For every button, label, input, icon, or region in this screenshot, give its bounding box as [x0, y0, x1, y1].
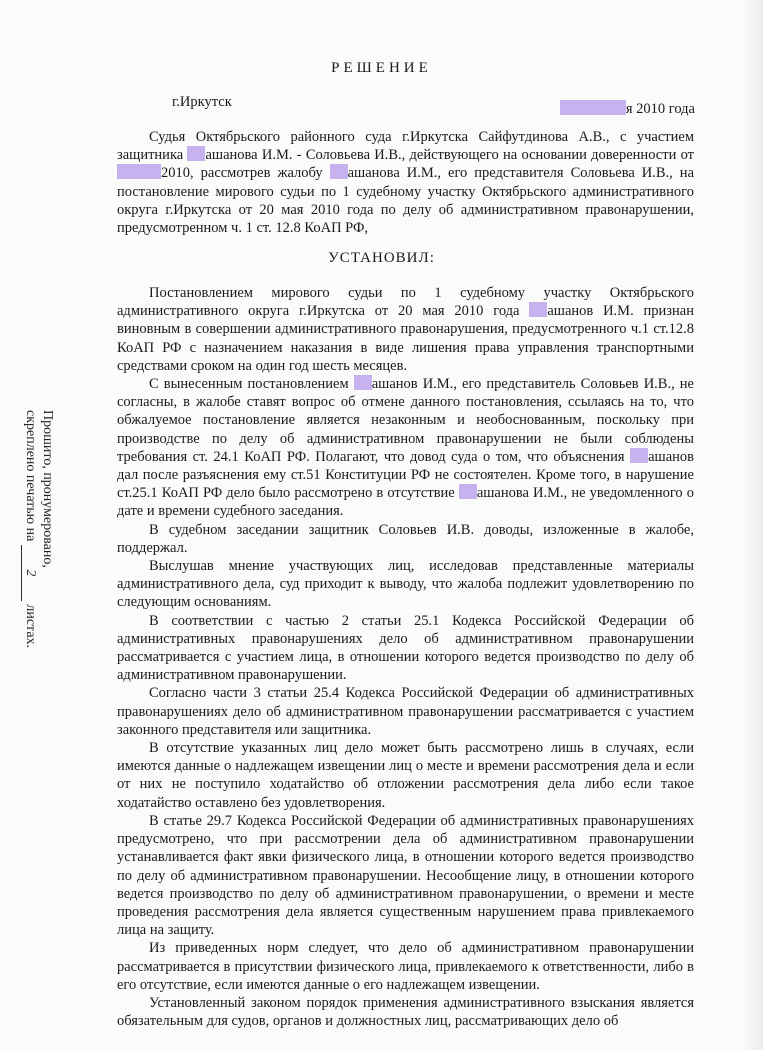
intro-paragraph	[117, 128, 694, 237]
redaction-mark	[330, 164, 348, 179]
redaction-mark	[459, 484, 477, 499]
paragraph: Из приведенных норм следует, что дело об административном правонарушении рассматривается в присутствии физического лица, привлекаемого к ответственности, либо в его отсутствие, если имеются данные о его надлежащем извещении.	[117, 940, 694, 993]
established-section	[117, 284, 694, 1030]
section-heading: УСТАНОВИЛ:	[328, 250, 435, 266]
redaction-mark	[187, 146, 205, 161]
scan-edge-shadow	[741, 0, 763, 1050]
redaction-mark	[529, 302, 547, 317]
paragraph: Согласно части 3 статьи 25.4 Кодекса Российской Федерации об административных правонарушениях дело об административном правонарушении рассматривается с участием законного представителя или защитника.	[117, 685, 694, 738]
paragraph: В соответствии с частью 2 статьи 25.1 Кодекса Российской Федерации об административных правонарушениях дело об административном правонарушении рассматривается с участием лица, в отношении которого ведется производство по делу об административном правонарушении.	[117, 612, 694, 684]
date-text: я 2010 года	[625, 101, 695, 117]
intro-text-1: Судья Октябрьского районного суда г.Иркутска Сайфутдинова А.В., с участием защитника	[117, 129, 694, 164]
redaction-mark	[560, 100, 626, 115]
redaction-mark	[117, 164, 161, 179]
paragraph	[117, 284, 694, 375]
paragraph-text: ашанова И.М., не уведомленного о дате и времени судебного заседания.	[117, 485, 694, 520]
margin-binding-note	[16, 410, 56, 710]
paragraph-text: С вынесенным постановлением	[149, 376, 354, 393]
margin-note-line-1: Прошито, пронумеровано,	[40, 410, 55, 568]
paragraph: В судебном заседании защитник Соловьев И.В. доводы, изложенные в жалобе, поддержал.	[117, 521, 694, 556]
paragraph-text: ашанов И.М. признан виновным в совершении административного правонарушения, предусмотренного ч.1 ст.12.8 КоАП РФ с назначением наказания в виде лишения права управления транспортными средствами сроком на один год шесть месяцев.	[117, 303, 694, 374]
document-city: г.Иркутск	[172, 94, 232, 110]
paragraph: Выслушав мнение участвующих лиц, исследовав представленные материалы административного дела, суд приходит к выводу, что жалоба подлежит удовлетворению по следующим основаниям.	[117, 558, 694, 611]
margin-note-suffix: листах.	[23, 600, 38, 649]
intro-text-3: 2010, рассмотрев жалобу	[161, 165, 330, 182]
paragraph-text: ашанов дал после разъяснения ему ст.51 Конституции РФ не состоятелен. Кроме того, в нарушение ст.25.1 КоАП РФ дело было рассмотрено в отсутствие	[117, 448, 694, 502]
intro-text-2: ашанова И.М. - Соловьева И.В., действующего на основании доверенности от	[205, 147, 694, 164]
handwritten-sheet-count: 2	[21, 545, 39, 601]
paragraph-text: Постановлением мирового судьи по 1 судебному участку Октябрьского административного округа г.Иркутска от 20 мая 2010 года	[117, 285, 694, 320]
redaction-mark	[354, 375, 372, 390]
paragraph-text: ашанов И.М., его представитель Соловьев И.В., не согласны, в жалобе ставят вопрос об отмене данного постановления, ссылаясь на то, что обжалуемое постановление является незаконным и необоснованным, поскольку при производстве по делу об административном правонарушении не были соблюдены требования ст. 24.1 КоАП РФ. Полагают, что довод суда о том, что объяснения	[117, 376, 694, 465]
document-date	[560, 100, 695, 118]
paragraph: Установленный законом порядок применения административного взыскания является обязательным для судов, органов и должностных лиц, рассматривающих дело об	[117, 994, 694, 1030]
document-title: РЕШЕНИЕ	[331, 60, 432, 76]
margin-note-line-2	[21, 410, 39, 710]
redaction-mark	[630, 448, 648, 463]
paragraph: В статье 29.7 Кодекса Российской Федерации об административных правонарушениях предусмотрено, что при рассмотрении дела об административном правонарушении устанавливается факт явки физического лица, в отношении которого ведется производство по делу об административном правонарушении. Несообщение лицу, в отношении которого ведется производство по делу об административном правонарушении, о времени и месте проведения рассмотрения дела является существенным нарушением права привлекаемого лица на защиту.	[117, 812, 694, 939]
paragraph: В отсутствие указанных лиц дело может быть рассмотрено лишь в случаях, если имеются данные о надлежащем извещении лиц о месте и времени рассмотрения дела и если от них не поступило ходатайство об отложении рассмотрения дела либо если такое ходатайство оставлено без удовлетворения.	[117, 740, 694, 811]
intro-text-4: ашанова И.М., его представителя Соловьева И.В., на постановление мирового судьи по 1 судебному участку Октябрьского административного округа г.Иркутска от 20 мая 2010 года по делу об административном правонарушении, предусмотренном ч. 1 ст. 12.8 КоАП РФ,	[117, 165, 695, 237]
paragraph	[117, 375, 694, 521]
margin-note-prefix: скреплено печатью на	[23, 410, 38, 545]
